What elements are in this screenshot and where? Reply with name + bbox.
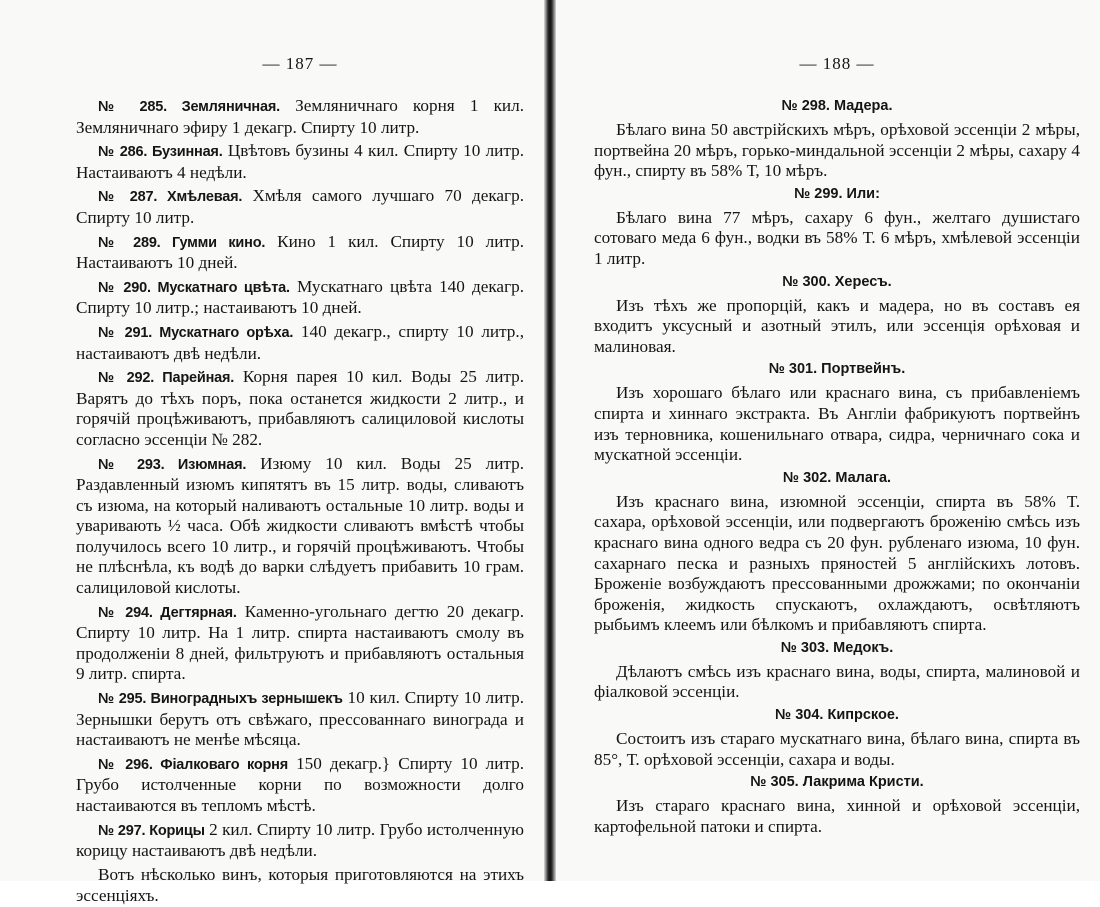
entry-heading: № 299. Или: xyxy=(794,185,880,202)
entry-295 xyxy=(76,688,524,751)
left-page xyxy=(0,0,544,906)
entry-text: Мускатнаго цвѣта 140 декагр. Спирту 10 литр.; настаиваютъ 10 дней. xyxy=(76,276,525,318)
entry-heading: № 293. Изюмная. xyxy=(98,456,247,473)
entry-text: Дѣлаютъ смѣсь изъ краснаго вина, воды, спирта, малиновой и фіалковой эссенціи. xyxy=(594,661,1080,702)
entry-heading: № 290. Мускатнаго цвѣта. xyxy=(98,279,290,296)
entry-290 xyxy=(76,277,524,319)
entry-text: Бѣлаго вина 50 австрійскихъ мѣръ, орѣховой эссенціи 2 мѣры, портвейна 20 мѣръ, горько-миндальной эссенціи 2 мѣры, сахару 4 фун., спирту въ 58% Т, 10 мѣръ. xyxy=(594,120,1080,181)
book-gutter xyxy=(544,0,556,881)
entry-text: Каменно-угольнаго дегтю 20 декагр. Спирту 10 литр. На 1 литр. спирта настаиваютъ смолу въ продолженіи 8 дней, фильтруютъ и прибавляютъ остальныя 9 литр. спирта. xyxy=(76,601,524,684)
entry-heading: № 298. Мадера. xyxy=(781,98,893,114)
entry-285 xyxy=(76,96,524,138)
entry-289 xyxy=(76,232,524,274)
entry-292 xyxy=(76,367,524,450)
page-number: — 187 — xyxy=(262,54,338,73)
entry-heading: № 289. Гумми кино. xyxy=(98,234,266,251)
entry-text: Земляничнаго корня 1 кил. Земляничнаго эфиру 1 декагр. Спирту 10 литр. xyxy=(76,96,525,137)
entry-text: 2 кил. Спирту 10 литр. Грубо истолченную корицу настаиваютъ двѣ недѣли. xyxy=(76,819,525,861)
entry-heading: № 285. Земляничная. xyxy=(98,99,280,115)
entry-299 xyxy=(594,184,1080,270)
entry-heading: № 300. Хересъ. xyxy=(782,273,892,290)
entry-text: Изъ краснаго вина, изюмной эссенціи, спирта въ 58% Т. сахара, орѣховой эссенціи, или подвергаютъ броженію смѣсь изъ краснаго вина одного ведра съ 20 фун. рубленаго изюма, 10 фун. сахарнаго песка и разныхъ пряностей 5 англійскихъ лотовъ. Броженіе возбуждаютъ прессованными дрожжами; по окончаніи броженія, жидкость спускаютъ, охлаждаютъ, освѣтляютъ рыбьимъ клеемъ или бѣлкомъ и прибавляютъ спирта. xyxy=(594,491,1080,635)
entry-heading: № 292. Парейная. xyxy=(98,370,235,387)
entry-300 xyxy=(594,272,1080,358)
entry-text: Изюму 10 кил. Воды 25 литр. Раздавленный изюмъ кипятятъ въ 15 литр. воды, сливаютъ съ изюма, на который наливаютъ остальные 10 литр. воды и уваривають ½ часа. Обѣ жидкости сливаютъ вмѣстѣ чтобы получилось всего 10 литр., и горячій процѣживаютъ. Чтобы не плѣснѣла, къ водѣ до варки слѣдуетъ прибавить 10 грам. салициловой кислоты. xyxy=(76,453,525,598)
entry-303 xyxy=(594,638,1080,703)
entry-heading: № 286. Бузинная. xyxy=(98,144,223,161)
entry-301 xyxy=(594,359,1080,465)
entry-304 xyxy=(594,705,1080,770)
entry-heading: № 287. Хмѣлевая. xyxy=(98,189,243,206)
entry-286 xyxy=(76,141,524,183)
entry-298 xyxy=(594,96,1080,182)
right-page xyxy=(556,0,1100,881)
entry-heading: № 304. Кипрское. xyxy=(775,707,899,724)
entry-heading: № 301. Портвейнъ. xyxy=(768,361,906,378)
closing-paragraph xyxy=(76,865,524,907)
entry-text: Корня парея 10 кил. Воды 25 литр. Варятъ до тѣхъ поръ, пока останется жидкости 2 литр., и горячій процѣживаютъ, прибавляютъ салициловой кислоты согласно эссенціи № 282. xyxy=(76,367,525,449)
entry-text: Изъ стараго краснаго вина, хинной и орѣховой эссенціи, картофельной патоки и спирта. xyxy=(594,796,1080,836)
entry-text: Изъ тѣхъ же пропорцій, какъ и мадера, но въ составъ ея входитъ уксусный и азотный этилъ, или эссенція орѣховая и малиновая. xyxy=(594,295,1080,356)
entry-text: 10 кил. Спирту 10 литр. Зернышки берутъ отъ свѣжаго, прессованнаго винограда и настаиваютъ не менѣе мѣсяца. xyxy=(76,688,525,750)
entry-text: Изъ хорошаго бѣлаго или краснаго вина, съ прибавленіемъ спирта и хиннаго экстракта. Въ Англіи фабрикуютъ портвейнъ изъ терновника, кошенильнаго отвара, сидра, черничнаго сока и мускатной эссенціи. xyxy=(594,383,1080,465)
entry-text: 150 декагр.} Спирту 10 литр. Грубо истолченные корни по возможности долго настаиваются въ тепломъ мѣстѣ. xyxy=(76,753,525,815)
entry-291 xyxy=(76,322,524,364)
entry-text: Состоитъ изъ стараго мускатнаго вина, бѣлаго вина, спирта въ 85°, Т. орѣховой эссенціи, сахара и воды. xyxy=(594,729,1080,769)
entry-302 xyxy=(594,468,1080,636)
entry-text: Вотъ нѣсколько винъ, которыя приготовляются на этихъ эссенціяхъ. xyxy=(76,864,524,906)
entry-heading: № 291. Мускатнаго орѣха. xyxy=(98,324,294,341)
entry-heading: № 294. Дегтярная. xyxy=(98,604,237,621)
page-number: — 188 — xyxy=(799,54,875,73)
entry-text: Кино 1 кил. Спирту 10 литр. Настаиваютъ 10 дней. xyxy=(76,231,525,273)
entry-heading: № 297. Корицы xyxy=(98,822,205,839)
entry-296 xyxy=(76,754,524,817)
entry-287 xyxy=(76,186,524,228)
entry-294 xyxy=(76,602,524,685)
entry-heading: № 295. Виноградныхъ зернышекъ xyxy=(98,691,343,708)
entry-heading: № 302. Малага. xyxy=(782,469,892,486)
entry-305 xyxy=(594,772,1080,837)
entry-heading: № 296. Фіалковаго корня xyxy=(98,756,288,773)
entry-text: Бѣлаго вина 77 мѣръ, сахару 6 фун., желтаго душистаго сотоваго меда 6 фун., водки въ 58% Т. 6 мѣръ, хмѣлевой эссенціи 1 литр. xyxy=(594,207,1080,268)
entry-text: 140 декагр., спирту 10 литр., настаиваютъ двѣ недѣли. xyxy=(76,321,524,363)
entry-heading: № 305. Лакрима Кристи. xyxy=(750,774,924,791)
entry-text: Хмѣля самого лучшаго 70 декагр. Спирту 10 литр. xyxy=(76,186,524,227)
entry-297 xyxy=(76,820,524,862)
entry-text: Цвѣтовъ бузины 4 кил. Спирту 10 литр. Настаиваютъ 4 недѣли. xyxy=(76,141,524,182)
entry-293 xyxy=(76,454,524,599)
entry-heading: № 303. Медокъ. xyxy=(780,639,894,656)
